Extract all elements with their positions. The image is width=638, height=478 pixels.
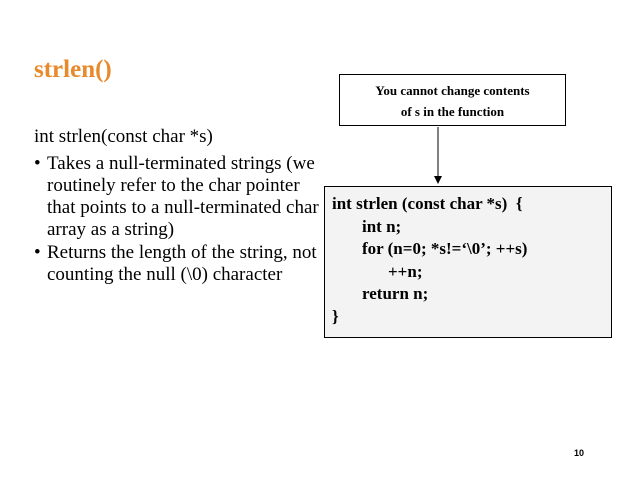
bullet-text: Returns the length of the string, not counting the null (\0) character xyxy=(47,242,317,285)
bullet-item xyxy=(34,153,324,241)
slide-title: strlen() xyxy=(34,56,112,83)
down-arrow-icon xyxy=(430,127,446,185)
code-line: int n; xyxy=(362,216,402,236)
code-line: return n; xyxy=(362,284,429,303)
code-line: ++n; xyxy=(388,261,423,281)
code-line: } xyxy=(332,306,339,326)
page-number: 10 xyxy=(574,448,585,458)
note-callout xyxy=(339,74,566,126)
note-line-2: of s in the function xyxy=(400,104,505,119)
code-line: for (n=0; *s!=‘\0’; ++s) xyxy=(362,239,528,258)
code-block xyxy=(324,186,612,338)
bullet-item xyxy=(34,242,324,286)
note-line-1: You cannot change contents xyxy=(375,83,530,98)
bullet-icon: • xyxy=(34,153,41,174)
function-signature: int strlen(const char *s) xyxy=(34,126,213,147)
bullet-icon: • xyxy=(34,242,41,263)
bullet-list xyxy=(34,153,324,287)
code-line: int strlen (const char *s) { xyxy=(332,194,523,213)
bullet-text: Takes a null-terminated strings (we routinely refer to the char pointer that points to a null-terminated char array as a string) xyxy=(47,153,319,240)
